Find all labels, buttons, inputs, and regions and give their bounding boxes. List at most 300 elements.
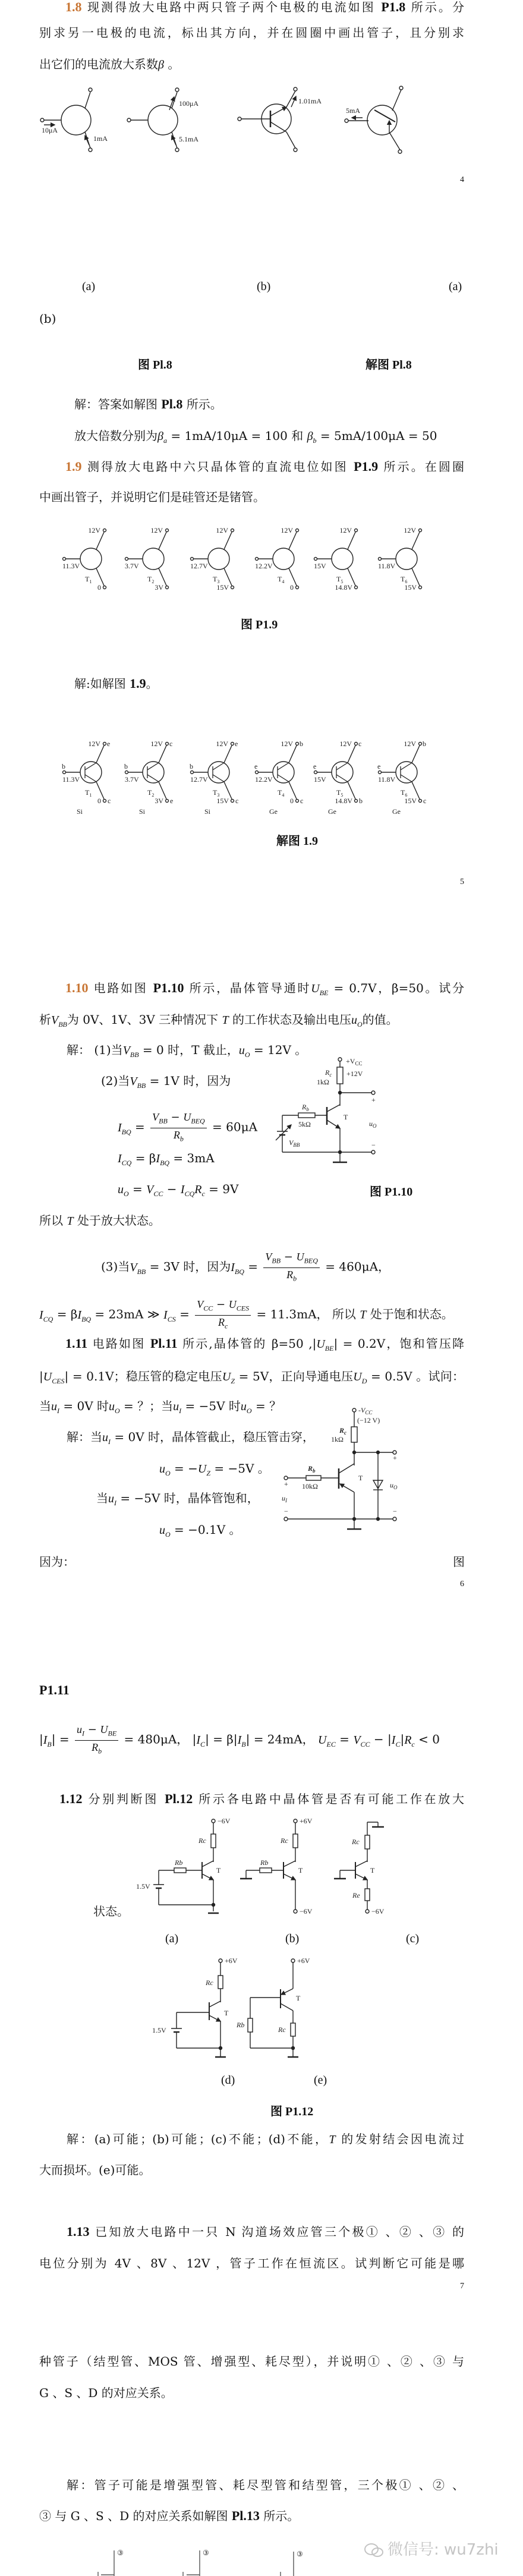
transistor-circle xyxy=(396,548,417,570)
text-run: 测得放大电路中六只晶体管的直流电位如图 xyxy=(81,460,354,474)
terminal xyxy=(256,771,259,774)
math-variable xyxy=(307,430,317,443)
transistor-circle xyxy=(143,548,164,570)
voltage-top: 12V xyxy=(404,526,416,534)
math-variable xyxy=(108,1492,116,1505)
fraction xyxy=(150,1111,207,1145)
math-variable xyxy=(241,1400,252,1413)
text-run: 处于放大状态。 xyxy=(73,1213,160,1228)
variable-subscript: CQ xyxy=(184,1190,195,1198)
variable-subscript: BE xyxy=(108,1729,117,1738)
lead-top xyxy=(224,746,232,763)
transistor-label xyxy=(85,788,92,798)
text-run: < 0 xyxy=(414,1732,440,1747)
math-variable xyxy=(311,982,328,995)
text-run: = xyxy=(128,1182,147,1196)
transistor-circle xyxy=(332,762,353,783)
transistor-letter: T xyxy=(401,575,405,583)
variable-symbol: β xyxy=(158,58,164,71)
pin-top: c xyxy=(169,740,173,748)
text-run: 解:如解图 xyxy=(74,677,130,691)
caption-fig-p112: 图 P1.12 xyxy=(270,2105,314,2118)
text-run: 别求另一电极的电流，标出其方向，并在圆圈中画出管子，且分别求 xyxy=(39,26,464,40)
variable-subscript: BE xyxy=(319,989,329,997)
text-run: = 12V 。 xyxy=(250,1043,307,1057)
text-run: 所示。在圆圈 xyxy=(378,460,464,474)
variable-symbol: U xyxy=(316,1338,325,1351)
math-variable xyxy=(100,1723,117,1738)
text-line xyxy=(67,2132,464,2147)
terminal xyxy=(231,586,234,589)
text-line xyxy=(65,0,464,14)
variable-symbol: U xyxy=(318,1733,327,1747)
variable-subscript: b xyxy=(293,1274,297,1283)
text-run: 所示。 xyxy=(259,2509,300,2523)
variable-symbol: u xyxy=(76,1723,82,1735)
text-run: = xyxy=(335,1732,354,1747)
text-run: 所示。 xyxy=(182,397,222,411)
variable-subscript: c xyxy=(411,1740,415,1748)
transistor-index: 6 xyxy=(405,579,408,584)
bold-text: Pl.12 xyxy=(165,1791,193,1806)
variable-subscript: BEQ xyxy=(191,1116,205,1125)
problem-number: 1.8 xyxy=(65,0,82,14)
variable-subscript: I xyxy=(81,1729,84,1738)
terminal xyxy=(166,586,169,589)
text-run: − xyxy=(281,1251,297,1263)
text-line xyxy=(39,1399,281,1418)
voltage-top: 12V xyxy=(88,526,100,534)
variable-symbol: T xyxy=(329,2133,336,2146)
voltage-bottom: 0 xyxy=(97,583,101,592)
text-run: = 11.3mA， 所以 xyxy=(253,1307,360,1322)
terminal xyxy=(256,558,259,561)
math-variable xyxy=(353,1734,370,1747)
terminal xyxy=(191,558,194,561)
text-run: 所示各电路中晶体管是否有可能工作在放大 xyxy=(193,1792,465,1806)
transistor-label xyxy=(147,788,154,798)
label-5-1ma: 5.1mA xyxy=(179,135,199,143)
terminal xyxy=(103,529,106,532)
wechat-icon xyxy=(364,2543,384,2558)
terminal xyxy=(379,558,382,561)
pin-left: e xyxy=(313,762,317,770)
text-run: = xyxy=(131,1119,149,1134)
terminal xyxy=(419,529,422,532)
label-uo: $u_O$ xyxy=(369,1119,377,1129)
junction-bottom xyxy=(85,775,96,782)
text-run: ③ 与 G 、S 、D 的对应关系如解图 xyxy=(39,2509,232,2523)
terminal xyxy=(296,586,299,589)
fig-p112-circuit-d xyxy=(171,1959,226,2057)
material-label: Si xyxy=(77,807,83,816)
variable-subscript: B xyxy=(47,1740,52,1748)
text-line xyxy=(65,981,464,1000)
variable-symbol: R xyxy=(92,1741,99,1753)
fraction-denominator xyxy=(286,1268,297,1285)
text-line xyxy=(39,1213,160,1228)
variable-subscript: a xyxy=(163,436,167,445)
terminal xyxy=(166,529,169,532)
transistor-circle xyxy=(143,762,164,783)
text-line xyxy=(39,2509,299,2523)
transistor-label xyxy=(401,575,407,584)
lead-top xyxy=(159,746,166,763)
fig-p18-solution-b xyxy=(345,86,403,153)
variable-symbol: u xyxy=(159,1462,165,1476)
transistor-1 xyxy=(62,526,106,592)
fig-p112-circuit-e xyxy=(248,1959,298,2057)
math-variable xyxy=(157,430,167,443)
terminal xyxy=(166,800,169,803)
fig-sol19 xyxy=(62,740,426,816)
variable-symbol: I xyxy=(118,1121,122,1134)
terminal xyxy=(419,586,422,589)
text-run: 状态。 xyxy=(93,1904,129,1918)
bold-text: Pl.8 xyxy=(161,397,183,411)
label-b-rc: Rc xyxy=(281,1836,288,1845)
variable-symbol: U xyxy=(228,1298,237,1310)
variable-subscript: O xyxy=(244,1050,250,1059)
variable-symbol: R xyxy=(194,1183,202,1196)
text-run: 。 xyxy=(146,677,158,691)
variable-symbol: V xyxy=(130,1260,137,1274)
variable-subscript: I xyxy=(108,1438,111,1446)
voltage-bottom: 0 xyxy=(97,797,101,805)
terminal xyxy=(379,771,382,774)
bold-text: Pl.11 xyxy=(150,1336,178,1351)
text-line xyxy=(93,1904,129,1918)
variable-subscript: CES xyxy=(236,1304,250,1313)
label-5ma: 5mA xyxy=(346,106,360,115)
text-line xyxy=(39,1723,440,1757)
text-run: 中画出管子，并说明它们是硅管还是锗管。 xyxy=(39,490,265,504)
text-line xyxy=(39,1555,75,1569)
math-variable xyxy=(163,1309,176,1322)
variable-subscript: C xyxy=(200,1740,206,1748)
transistor-letter: T xyxy=(336,575,341,583)
math-variable xyxy=(194,1183,205,1196)
fraction-numerator xyxy=(150,1111,207,1128)
text-run: = 0.5V 。试问： xyxy=(367,1369,464,1383)
label-100ua: 100μA xyxy=(179,99,199,108)
label-rc-value: 1kΩ xyxy=(317,1078,329,1086)
math-variable xyxy=(392,1734,401,1747)
voltage-left: 12.7V xyxy=(190,562,208,570)
voltage-left: 11.8V xyxy=(378,775,396,784)
text-line xyxy=(39,1012,398,1031)
variable-subscript: Z xyxy=(231,1377,235,1385)
text-line xyxy=(159,1461,270,1480)
variable-symbol: R xyxy=(404,1733,412,1747)
text-line xyxy=(101,1074,231,1093)
voltage-bottom: 15V xyxy=(404,797,417,805)
math-variable xyxy=(123,1044,139,1057)
variable-subscript: I xyxy=(114,1499,116,1507)
variable-subscript: CQ xyxy=(43,1314,53,1323)
transistor-index: 6 xyxy=(405,792,408,798)
math-variable xyxy=(351,1014,363,1027)
text-run: − | xyxy=(370,1732,392,1747)
material-label: Ge xyxy=(269,807,278,816)
label-rb-value: 10kΩ xyxy=(302,1482,318,1490)
text-run: | = 24mA， xyxy=(245,1732,319,1747)
transistor-1 xyxy=(62,740,111,816)
variable-symbol: u xyxy=(102,1431,108,1444)
label-e-t: T xyxy=(296,1994,301,2002)
math-variable xyxy=(197,1298,213,1313)
variable-subscript: D xyxy=(361,1377,367,1385)
variable-symbol: U xyxy=(43,1370,52,1383)
bold-text: 1.9 xyxy=(130,676,146,691)
variable-subscript: C xyxy=(395,1740,401,1748)
math-variable xyxy=(329,2133,335,2146)
label-d-t: T xyxy=(224,2009,229,2017)
math-variable xyxy=(238,1734,246,1747)
math-variable xyxy=(118,1183,129,1196)
math-variable xyxy=(196,1734,205,1747)
voltage-top: 12V xyxy=(150,526,163,534)
math-variable xyxy=(231,1261,244,1274)
variable-subscript: c xyxy=(225,1322,228,1331)
junction-bottom xyxy=(278,775,289,782)
fraction-denominator xyxy=(174,1128,184,1146)
terminal xyxy=(296,800,299,803)
terminal xyxy=(103,743,106,746)
label-c-re: Re xyxy=(352,1891,360,1899)
text-run: | = 0.2V，饱和管压降 xyxy=(333,1336,464,1351)
caption-p112-b: (b) xyxy=(285,1932,300,1945)
label-1ma: 1mA xyxy=(93,134,108,143)
label-a-t: T xyxy=(216,1866,221,1874)
material-label: Si xyxy=(139,807,146,816)
transistor-index: 1 xyxy=(89,792,92,798)
terminal xyxy=(231,743,234,746)
label-10ua: 10μA xyxy=(42,126,58,134)
variable-subscript: O xyxy=(246,1407,252,1415)
label-t: T xyxy=(344,1113,348,1121)
variable-subscript: CS xyxy=(167,1314,176,1323)
variable-symbol: V xyxy=(130,1075,137,1088)
math-variable xyxy=(92,1741,102,1756)
variable-symbol: I xyxy=(118,1152,122,1165)
label-plus-out: + xyxy=(393,1454,397,1462)
terminal xyxy=(355,743,358,746)
text-run: 的值。 xyxy=(362,1012,398,1027)
text-line xyxy=(74,677,158,691)
text-run: − xyxy=(167,1111,184,1124)
text-line xyxy=(59,1792,464,1806)
text-line xyxy=(67,1043,307,1062)
terminal xyxy=(63,558,66,561)
text-run: 大而损坏。(e)可能。 xyxy=(39,2163,151,2177)
junction-bottom xyxy=(336,775,348,782)
text-run: 所示。分 xyxy=(405,0,465,14)
voltage-left: 15V xyxy=(314,775,326,784)
text-run: 现测得放大电路中两只管子两个电极的电流如图 xyxy=(81,0,382,14)
text-run: 解：(a)可能；(b)可能；(c)不能；(d)不能， xyxy=(67,2132,329,2146)
math-variable xyxy=(118,1121,131,1134)
voltage-left: 15V xyxy=(314,562,326,570)
junction-top xyxy=(336,763,348,770)
text-line xyxy=(39,1683,70,1697)
variable-subscript: CQ xyxy=(121,1159,132,1167)
text-line xyxy=(159,1523,241,1542)
transistor-letter: T xyxy=(213,575,218,583)
text-run: 解：当 xyxy=(67,1430,102,1444)
lead-top xyxy=(224,532,232,549)
text-run: = 5V，正向导通电压 xyxy=(235,1369,354,1383)
text-line xyxy=(39,2354,464,2369)
pin-top: e xyxy=(235,740,238,748)
text-run: | xyxy=(39,1369,43,1383)
label-minus-in: − xyxy=(284,1507,288,1515)
variable-subscript: BQ xyxy=(234,1267,244,1276)
voltage-top: 12V xyxy=(216,740,228,748)
material-label: Ge xyxy=(328,807,336,816)
transistor-label xyxy=(147,575,154,584)
math-variable xyxy=(239,1044,250,1057)
caption-p112-c: (c) xyxy=(406,1932,420,1945)
caption-fig-p18: 图 Pl.8 xyxy=(138,358,172,372)
voltage-bottom: 15V xyxy=(216,583,229,592)
text-run: = 1V 时，因为 xyxy=(146,1074,231,1088)
terminal xyxy=(63,771,66,774)
caption-p112-e: (e) xyxy=(314,2074,327,2087)
text-run: 所示,晶体管的 β=50 ,| xyxy=(177,1336,317,1351)
text-run: | = xyxy=(51,1732,73,1747)
label-minus: − xyxy=(371,1141,376,1149)
math-variable xyxy=(118,1152,131,1165)
label-ui: $u_I$ xyxy=(282,1494,287,1504)
variable-subscript: BE xyxy=(324,1344,334,1353)
fig-p19 xyxy=(62,526,422,592)
terminal xyxy=(296,743,299,746)
fraction xyxy=(263,1250,320,1285)
text-line xyxy=(96,1491,259,1510)
label-rc: $R_c$ xyxy=(325,1068,332,1078)
variable-symbol: u xyxy=(109,1400,115,1413)
transistor-letter: T xyxy=(278,575,282,583)
pin-left: e xyxy=(254,762,258,770)
transistor-circle xyxy=(80,762,102,783)
transistor-circle xyxy=(208,548,229,570)
text-run: 出它们的电流放大系数 xyxy=(39,57,158,71)
variable-symbol: V xyxy=(51,1014,59,1027)
variable-symbol: I xyxy=(39,1308,43,1322)
text-run: 解：答案如解图 xyxy=(74,397,162,411)
variable-symbol: U xyxy=(296,1251,304,1263)
math-variable xyxy=(156,1152,169,1165)
variable-symbol: I xyxy=(163,1308,168,1322)
variable-subscript: b xyxy=(313,436,317,445)
transistor-letter: T xyxy=(278,788,282,797)
transistor-index: 1 xyxy=(89,579,92,584)
text-line xyxy=(39,1369,464,1388)
lead-top xyxy=(412,746,420,763)
text-run: 解： (1)当 xyxy=(67,1043,123,1057)
voltage-bottom: 3V xyxy=(155,797,163,805)
voltage-top: 12V xyxy=(339,740,352,748)
label-b-supply: +6V xyxy=(300,1817,313,1825)
terminal xyxy=(103,586,106,589)
terminal xyxy=(231,529,234,532)
label-pin3: ③ xyxy=(117,2549,124,2557)
variable-symbol: I xyxy=(77,1308,82,1322)
pin-top: b xyxy=(300,740,303,748)
variable-subscript: CC xyxy=(203,1304,213,1313)
variable-symbol: T xyxy=(67,1215,74,1228)
lead-top xyxy=(96,532,104,549)
page-number: 5 xyxy=(460,877,464,886)
transistor-3 xyxy=(190,740,238,816)
voltage-top: 12V xyxy=(216,526,228,534)
math-variable xyxy=(77,1309,91,1322)
math-variable xyxy=(43,1734,52,1747)
label-d-supply: +6V xyxy=(225,1957,238,1965)
text-run: = 0V 时，晶体管截止，稳压管击穿， xyxy=(111,1430,314,1444)
caption-p18-b: (b) xyxy=(257,280,271,293)
math-variable xyxy=(222,1370,235,1383)
text-line xyxy=(453,1555,465,1569)
pin-left: b xyxy=(124,762,128,770)
voltage-left: 11.8V xyxy=(378,562,396,570)
watermark xyxy=(364,2537,499,2559)
math-variable xyxy=(265,1251,281,1263)
voltage-left: 11.3V xyxy=(62,775,80,784)
text-run: = −0.1V 。 xyxy=(170,1523,241,1537)
label-b-rb: Rb xyxy=(260,1858,269,1867)
transistor-letter: T xyxy=(147,788,152,797)
transistor-label xyxy=(85,575,92,584)
text-run: 分别判断图 xyxy=(82,1792,165,1806)
variable-subscript: BB xyxy=(272,1256,281,1265)
variable-subscript: c xyxy=(201,1190,205,1198)
transistor-4 xyxy=(254,740,303,816)
math-variable xyxy=(173,1400,181,1413)
label-a-battery: 1.5V xyxy=(136,1882,150,1891)
text-run: = β xyxy=(131,1151,156,1165)
label-e-rb: Rb xyxy=(237,2021,245,2029)
caption-p18-a2: (a) xyxy=(449,280,462,293)
junction-top xyxy=(278,763,289,770)
label-pin3: ③ xyxy=(203,2549,209,2557)
math-variable xyxy=(158,58,164,71)
math-variable xyxy=(404,1734,415,1747)
voltage-top: 12V xyxy=(339,526,352,534)
label-rb: $R_b$ xyxy=(308,1464,316,1474)
math-variable xyxy=(318,1734,336,1747)
variable-subscript: BQ xyxy=(121,1127,131,1136)
math-variable xyxy=(360,1309,366,1322)
label-rb: $R_b$ xyxy=(302,1103,309,1112)
text-line xyxy=(39,1298,453,1332)
text-line xyxy=(39,2386,173,2400)
variable-symbol: I xyxy=(237,1733,242,1747)
fraction-numerator xyxy=(75,1723,118,1741)
variable-symbol: β xyxy=(307,430,313,443)
transistor-2 xyxy=(125,526,169,592)
label-plus-in: + xyxy=(284,1480,288,1488)
terminal xyxy=(355,586,358,589)
transistor-label xyxy=(336,788,343,798)
variable-symbol: R xyxy=(218,1316,225,1328)
transistor-label xyxy=(336,575,343,584)
variable-symbol: V xyxy=(265,1251,272,1263)
text-run: 电路如图 xyxy=(87,1336,150,1351)
pin-top: e xyxy=(107,740,111,748)
variable-subscript: BB xyxy=(137,1267,146,1276)
